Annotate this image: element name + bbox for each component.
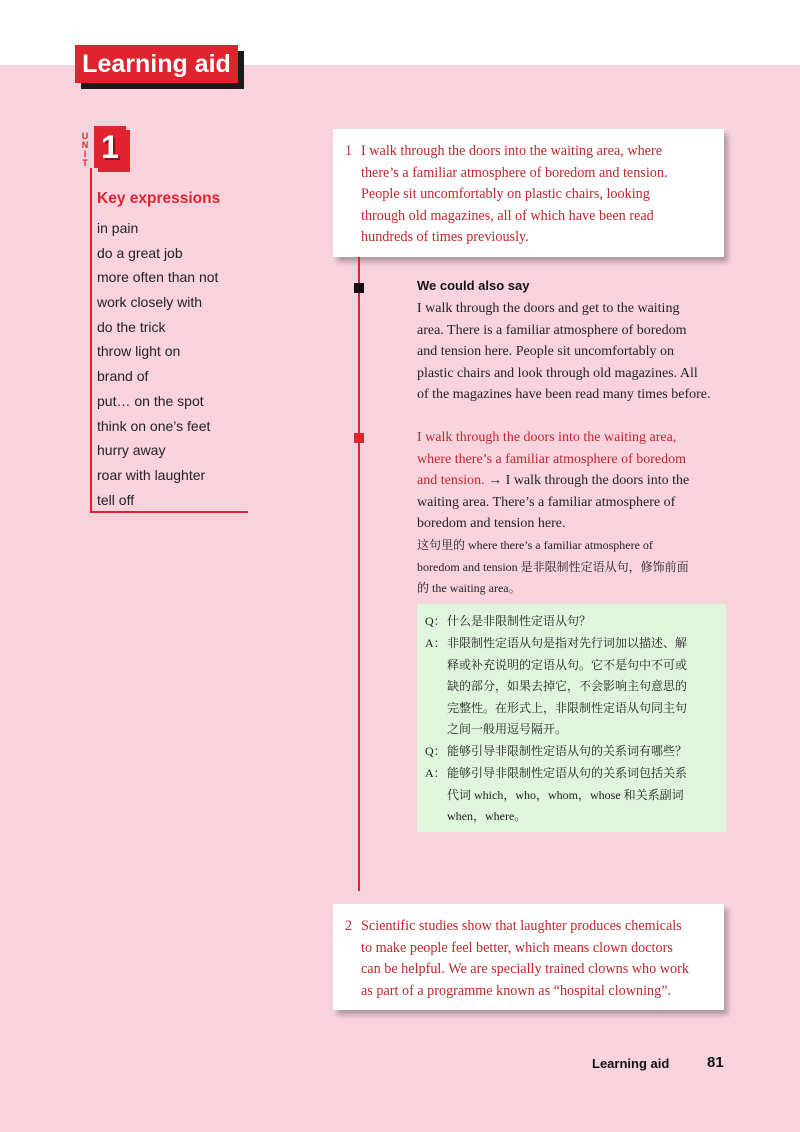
unit-letter: T (82, 158, 88, 168)
paragraph-line: area. There is a familiar atmosphere of boredom (417, 322, 687, 338)
chinese-note (417, 535, 722, 600)
unit-letter: I (83, 149, 87, 159)
key-expression: do the trick (97, 318, 166, 335)
paragraph-line: boredom and tension here. (417, 516, 566, 531)
excerpt-line: can be helpful. We are specially trained clowns who work (361, 961, 689, 978)
key-expression: roar with laughter (97, 466, 206, 483)
qa-label: Q： (425, 744, 446, 758)
key-expression: put… on the spot (97, 392, 204, 409)
excerpt-box-2 (333, 904, 724, 1010)
qa-line: 非限制性定语从句是指对先行词加以描述、解 (447, 636, 688, 650)
excerpt-line: as part of a programme known as “hospital clowning”. (361, 982, 672, 999)
mixed-line (417, 470, 729, 492)
connector-line (358, 257, 360, 891)
paragraph-line: I walk through the doors and get to the waiting (417, 301, 680, 316)
also-say-title: We could also say (417, 278, 530, 293)
qa-line: 代词 which，who，whom，whose 和关系副词 (447, 787, 684, 802)
excerpt-line: I walk through the doors into the waiting area, where (361, 143, 662, 159)
highlight-line: and tension. (417, 473, 485, 488)
qa-label: A： (425, 636, 446, 650)
key-expression: brand of (97, 368, 149, 385)
paragraph-line: of the magazines have been read many times before. (417, 387, 711, 402)
excerpt-text (361, 916, 711, 1002)
excerpt-text (361, 141, 711, 249)
chinese-note-line: boredom and tension 是非限制性定语从句，修饰前面 (417, 559, 689, 574)
excerpt-line: People sit uncomfortably on plastic chairs, looking (361, 186, 650, 203)
sidebar-rule-vertical (90, 168, 92, 513)
key-expression: in pain (97, 220, 139, 236)
unit-label (80, 132, 90, 168)
excerpt-number: 1 (345, 143, 353, 159)
qa-line: 什么是非限制性定语从句？ (447, 614, 592, 628)
page-number: 81 (707, 1054, 724, 1071)
highlight-line: where there’s a familiar atmosphere of boredom (417, 451, 687, 467)
qa-label: A： (425, 766, 446, 780)
excerpt-line: through old magazines, all of which have been read (361, 207, 654, 224)
excerpt-line: Scientific studies show that laughter produces chemicals (361, 918, 682, 934)
unit-letter: N (81, 140, 89, 150)
bullet-square-red (354, 433, 364, 443)
key-expression: think on one’s feet (97, 417, 211, 434)
unit-letter: U (81, 131, 89, 141)
paragraph-line: plastic chairs and look through old magazines. All (417, 365, 698, 381)
chinese-note-line: 这句里的 where there’s a familiar atmosphere of (417, 538, 653, 552)
key-expression: throw light on (97, 343, 181, 360)
qa-line: when，where。 (447, 809, 527, 824)
qa-line: 能够引导非限制性定语从句的关系词包括关系 (447, 766, 688, 780)
qa-line: 之间一般用逗号隔开。 (447, 722, 568, 737)
paragraph-line: and tension here. People sit uncomfortably on (417, 344, 674, 359)
explanation-paragraph (417, 427, 729, 535)
qa-line: 能够引导非限制性定语从句的关系词有哪些？ (447, 744, 688, 758)
excerpt-line: to make people feel better, which means clown doctors (361, 939, 673, 956)
qa-line: 完整性。在形式上，非限制性定语从句同主句 (447, 700, 688, 715)
key-expressions-title: Key expressions (97, 190, 221, 207)
qa-text (447, 611, 717, 633)
unit-number: 1 (94, 126, 126, 168)
qa-box (417, 604, 726, 832)
paragraph-line: I walk through the doors into the (505, 473, 690, 488)
excerpt-box-1 (333, 129, 724, 257)
key-expression: more often than not (97, 269, 219, 286)
qa-text (447, 741, 717, 763)
key-expressions-list (97, 217, 218, 513)
qa-label: Q： (425, 614, 446, 628)
qa-text (447, 633, 717, 741)
excerpt-line: hundreds of times previously. (361, 229, 529, 246)
qa-text (447, 763, 717, 828)
bullet-square-black (354, 283, 364, 293)
excerpt-line: there’s a familiar atmosphere of boredom and tension. (361, 164, 668, 181)
also-say-paragraph (417, 298, 729, 406)
key-expression: hurry away (97, 442, 166, 459)
qa-line: 释或补充说明的定语从句。它不是句中不可或 (447, 657, 688, 672)
key-expression: work closely with (97, 294, 203, 311)
chinese-note-line: 的 the waiting area。 (417, 581, 521, 595)
page-title: Learning aid (75, 45, 238, 83)
key-expression: do a great job (97, 244, 183, 261)
highlight-line: I walk through the doors into the waiting area, (417, 430, 677, 445)
qa-line: 缺的部分，如果去掉它，不会影响主句意思的 (447, 679, 688, 694)
arrow-icon: → (488, 473, 503, 488)
paragraph-line: waiting area. There’s a familiar atmosphere of (417, 494, 676, 510)
footer-label: Learning aid (592, 1056, 670, 1071)
key-expression: tell off (97, 491, 135, 508)
excerpt-number: 2 (345, 918, 353, 934)
